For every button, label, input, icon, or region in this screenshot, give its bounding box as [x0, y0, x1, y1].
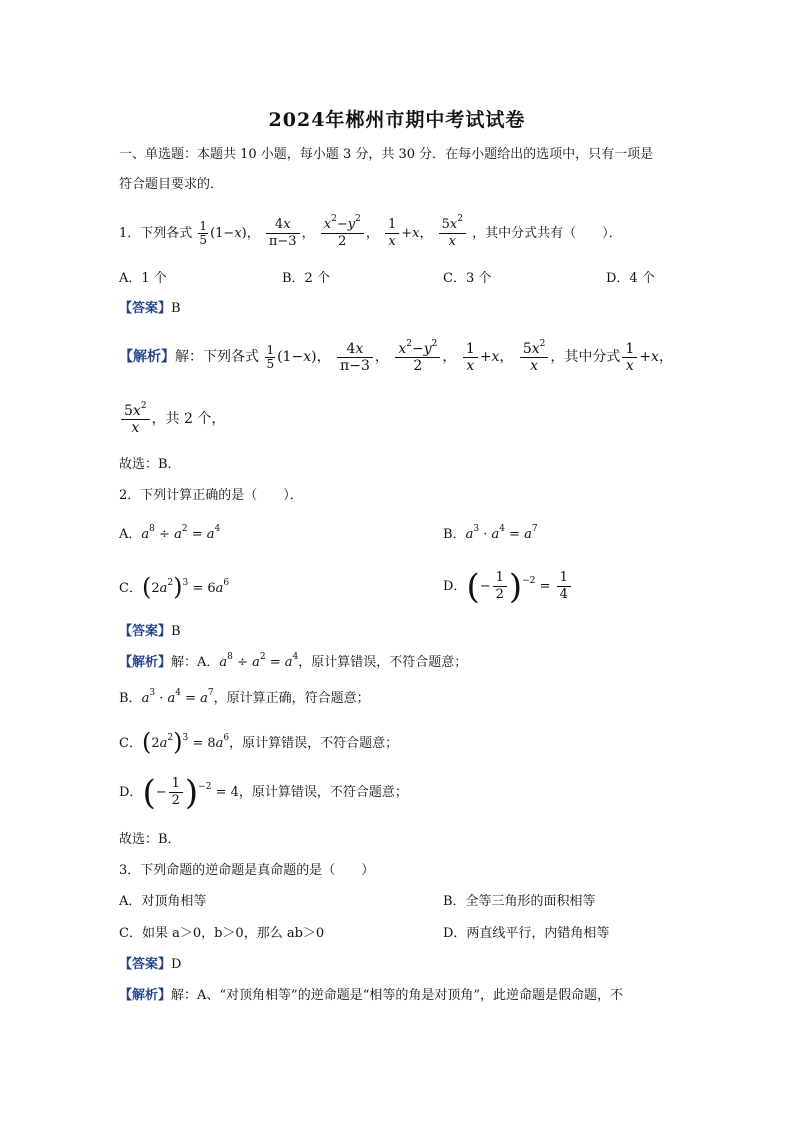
analysis-text: ，其中分式 [550, 349, 621, 365]
math-fraction: $\frac{x^2-y^2}{2}$ [395, 341, 440, 374]
option-label: C． [119, 581, 142, 596]
option-math: a＞0，b＞0，那么 ab＞0 [172, 926, 325, 941]
option-label: A． [119, 527, 142, 542]
math-fraction: $\frac{5x^2}{x}$ [121, 403, 150, 436]
q3-option-d: D．两直线平行，内错角相等 [443, 926, 610, 941]
answer-value: D [171, 957, 182, 972]
section-heading-line1: 一、单选题：本题共 10 小题，每小题 3 分，共 30 分．在每小题给出的选项中，只有一项是 [119, 147, 654, 162]
math-fraction: $\frac{1}{5}$ [266, 342, 275, 371]
analysis-text: C． [119, 736, 142, 751]
analysis-text: ，原计算错误，不符合题意； [229, 736, 399, 751]
analysis-tag: 【解析】 [119, 349, 175, 365]
math-fraction: $\frac{4x}{\pi-3}$ [266, 217, 300, 250]
q3-stem: 3．下列命题的逆命题是真命题的是（ ） [119, 863, 375, 878]
answer-tag: 【答案】 [119, 624, 172, 639]
answer-value: B [171, 301, 181, 316]
analysis-text: D． [119, 785, 143, 800]
q2-option-d: D．(− $\frac{1}{2}$ )$^{-2}$ = $\frac{1}{4}$ [443, 566, 573, 608]
answer-tag: 【答案】 [119, 957, 172, 972]
q3-option-c [119, 925, 324, 943]
q2-analysis-a: 【解析】解：A．$a^8 \div a^2 = a^4$，原计算错误，不符合题意； [119, 652, 468, 670]
q1-option-a: A．1 个 [119, 271, 167, 286]
q1-option-d: D．4 个 [606, 271, 655, 286]
q2-option-c: C．$(2a^2)^3 = 6a^6$ [119, 573, 230, 601]
q2-conclusion: 故选：B． [119, 832, 181, 847]
analysis-tag: 【解析】 [119, 988, 172, 1003]
option-label: D． [443, 579, 467, 594]
math-fraction: $\frac{1}{x}$ [622, 341, 637, 374]
analysis-tag: 【解析】 [119, 655, 172, 670]
q1-option-c: C．3 个 [443, 271, 492, 286]
q1-suffix: ，其中分式共有（ ）． [472, 226, 622, 241]
math-fraction: $\frac{1}{4}$ [557, 570, 571, 603]
analysis-text: ，共 2 个， [151, 411, 226, 427]
analysis-text: ，原计算错误，不符合题意； [238, 785, 408, 800]
q1-option-b: B．2 个 [282, 271, 330, 286]
math-fraction: $\frac{1}{5}$ [199, 219, 208, 247]
answer-value: B [171, 624, 181, 639]
q1-prefix: 1．下列各式 [119, 226, 193, 241]
answer-tag: 【答案】 [119, 301, 172, 316]
analysis-text: 解：下列各式 [175, 349, 259, 365]
analysis-text: ，原计算正确，符合题意； [213, 691, 370, 706]
q1-analysis-line2 [119, 398, 225, 440]
analysis-text: B． [119, 691, 142, 706]
math-fraction: $\frac{5x^2}{x}$ [520, 341, 549, 374]
q2-option-b: B．$a^3 \cdot a^4 = a^7$ [443, 524, 538, 542]
math-fraction: $\frac{5x^2}{x}$ [439, 217, 466, 250]
q2-option-a: A．$a^8 \div a^2 = a^4$ [119, 524, 221, 542]
q3-option-a: A．对顶角相等 [119, 894, 207, 909]
analysis-text: ，原计算错误，不符合题意； [298, 655, 468, 670]
section-heading-line2: 符合题目要求的． [119, 177, 224, 192]
math-fraction: $\frac{4x}{\pi-3}$ [337, 341, 373, 374]
q1-conclusion: 故选：B． [119, 457, 181, 472]
q2-analysis-b: B．$a^3 \cdot a^4 = a^7$，原计算正确，符合题意； [119, 688, 370, 706]
q1-stem: 1．下列各式 $\frac{1}{5}$ (1−x)， $\frac{4x}{\pi-3}$ ， $\frac{x^2-y^2}{2}$ ， $\frac{1}{x}$ +x， $\frac{5x^2}{x}$ ，其中分式共有（ ）． [119, 214, 622, 249]
q2-stem: 2．下列计算正确的是（ ）． [119, 488, 303, 503]
math-fraction: $\frac{x^2-y^2}{2}$ [321, 217, 364, 250]
analysis-text: 解：A、“对顶角相等”的逆命题是“相等的角是对顶角”，此逆命题是假命题，不 [171, 988, 623, 1003]
q3-analysis [119, 987, 623, 1005]
analysis-text: 解：A． [171, 655, 220, 670]
math-fraction: $\frac{1}{x}$ [385, 217, 399, 250]
q3-answer [119, 956, 181, 974]
q1-answer [119, 300, 181, 318]
q2-answer [119, 623, 181, 641]
option-text: C．如果 [119, 926, 168, 941]
q3-option-b: B．全等三角形的面积相等 [443, 894, 596, 909]
q2-analysis-d: D．(− $\frac{1}{2}$ )$^{-2}$ = 4，原计算错误，不符合题意； [119, 773, 408, 813]
q2-analysis-c: C．$(2a^2)^3 = 8a^6$，原计算错误，不符合题意； [119, 728, 399, 756]
math-fraction: $\frac{1}{x}$ [463, 341, 478, 374]
option-label: B． [443, 527, 466, 542]
math-fraction: $\frac{1}{2}$ [169, 776, 183, 809]
page-title: 2024年郴州市期中考试试卷 [268, 109, 526, 131]
math-fraction: $\frac{1}{2}$ [493, 570, 507, 603]
q1-analysis-line1: 【解析】解：下列各式 $\frac{1}{5}$ (1−x)， $\frac{4x}{\pi-3}$ ， $\frac{x^2-y^2}{2}$ ， $\frac{1}{x}$ +x， $\frac{5x^2}{x}$ ，其中分式 $\frac{1}{x}$ +x， [119, 338, 673, 374]
